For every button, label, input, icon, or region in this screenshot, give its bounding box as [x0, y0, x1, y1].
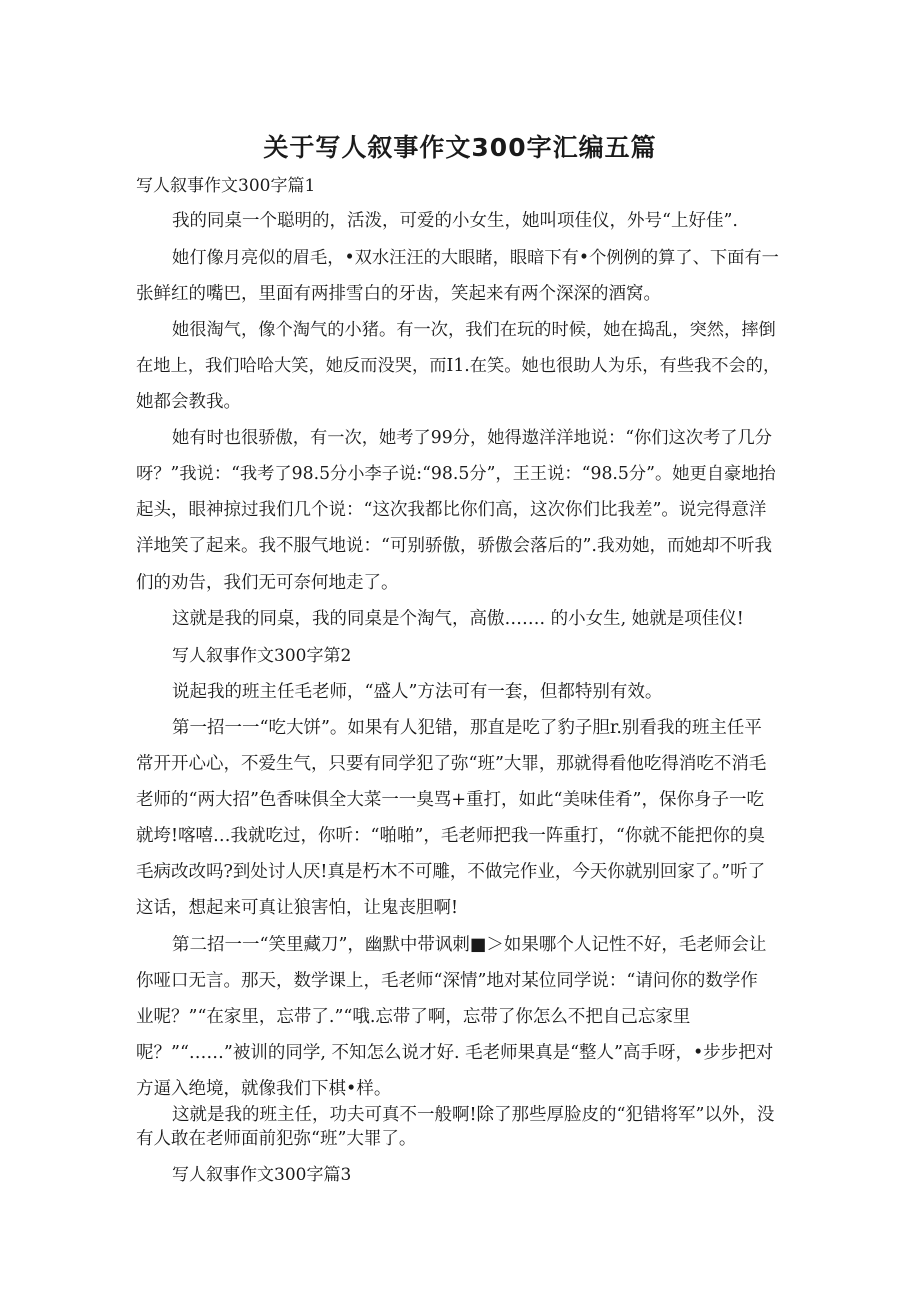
paragraph-line: 第一招一一“吃大饼”。如果有人犯错，那直是吃了豹子胆r.别看我的班主任平: [172, 718, 762, 738]
paragraph-line: 毛病改改吗?到处讨人厌!真是朽木不可雕，不做完作业，今天你就别回家了。”听了: [136, 862, 766, 882]
paragraph-line: 有人敢在老师面前犯弥“班”大罪了。: [136, 1129, 417, 1149]
paragraph-line: 方逼入绝境，就像我们下棋•样。: [136, 1079, 392, 1099]
paragraph-line: 这话，想起来可真让狼害怕，让鬼丧胆啊!: [136, 898, 459, 918]
paragraph-line: 老师的“两大招”色香味俱全大菜一一臭骂+重打，如此“美味佳肴”，保你身子一吃: [136, 790, 764, 810]
section-heading-1: 写人叙事作文300字篇1: [136, 176, 316, 196]
paragraph-line: 呀？”我说：“我考了98.5分小李子说:“98.5分”，王王说：“98.5分”。她更自豪地抬: [136, 464, 776, 484]
paragraph-line: 呢？”“……”被训的同学, 不知怎么说才好. 毛老师果真是“整人”高手呀，•步步把对: [136, 1043, 774, 1063]
paragraph-line: 这就是我的同桌，我的同桌是个淘气，高傲……. 的小女生, 她就是项佳仪!: [172, 609, 744, 629]
paragraph-line: 她都会教我。: [136, 392, 241, 412]
paragraph-line: 业呢？”“在家里，忘带了.”“哦.忘带了啊，忘带了你怎么不把自己忘家里: [136, 1007, 691, 1027]
paragraph-line: 们的劝告，我们无可奈何地走了。: [136, 573, 399, 593]
paragraph-line: 我的同桌一个聪明的，活泼，可爱的小女生，她叫项佳仪，外号“上好佳”.: [172, 211, 738, 231]
section-heading-3: 写人叙事作文300字篇3: [172, 1165, 352, 1185]
paragraph-line: 起头，眼神掠过我们几个说：“这次我都比你们高，这次你们比我差”。说完得意洋: [136, 500, 767, 520]
paragraph-line: 就垮!喀嘻…我就吃过，你听：“啪啪”，毛老师把我一阵重打，“你就不能把你的臭: [136, 826, 765, 846]
paragraph-line: 她很淘气，像个淘气的小猪。有一次，我们在玩的时候，她在捣乱，突然，摔倒: [172, 320, 776, 340]
paragraph-line: 这就是我的班主任，功夫可真不一般啊!除了那些厚脸皮的“犯错将军”以外，没: [172, 1105, 775, 1125]
paragraph-line: 她有时也很骄傲，有一次，她考了99分，她得遨洋洋地说：“你们这次考了几分: [172, 428, 773, 448]
document-title: 关于写人叙事作文300字汇编五篇: [263, 133, 657, 162]
paragraph-line: 她仃像月亮似的眉毛，•双水汪汪的大眼睹，眼暗下有•个例例的算了、下面有一: [172, 248, 779, 268]
paragraph-line: 张鲜红的嘴巴，里面有两排雪白的牙齿，笑起来有两个深深的酒窝。: [136, 284, 661, 304]
paragraph-line: 说起我的班主任毛老师，“盛人”方法可有一套，但都特别有效。: [172, 682, 663, 702]
paragraph-line: 第二招一一“笑里藏刀”，幽默中带讽刺■＞如果哪个人记性不好，毛老师会让: [172, 935, 767, 955]
paragraph-line: 常开开心心，不爱生气，只要有同学犯了弥“班”大罪，那就得看他吃得消吃不消毛: [136, 754, 767, 774]
section-heading-2: 写人叙事作文300字第2: [172, 646, 352, 666]
paragraph-line: 你哑口无言。那天，数学课上，毛老师“深情”地对某位同学说：“请问你的数学作: [136, 971, 758, 991]
paragraph-line: 在地上，我们哈哈大笑，她反而没哭，而I1.在笑。她也很助人为乐，有些我不会的，: [136, 356, 781, 376]
paragraph-line: 洋地笑了起来。我不服气地说：“可别骄傲，骄傲会落后的”.我劝她，而她却不听我: [136, 536, 772, 556]
